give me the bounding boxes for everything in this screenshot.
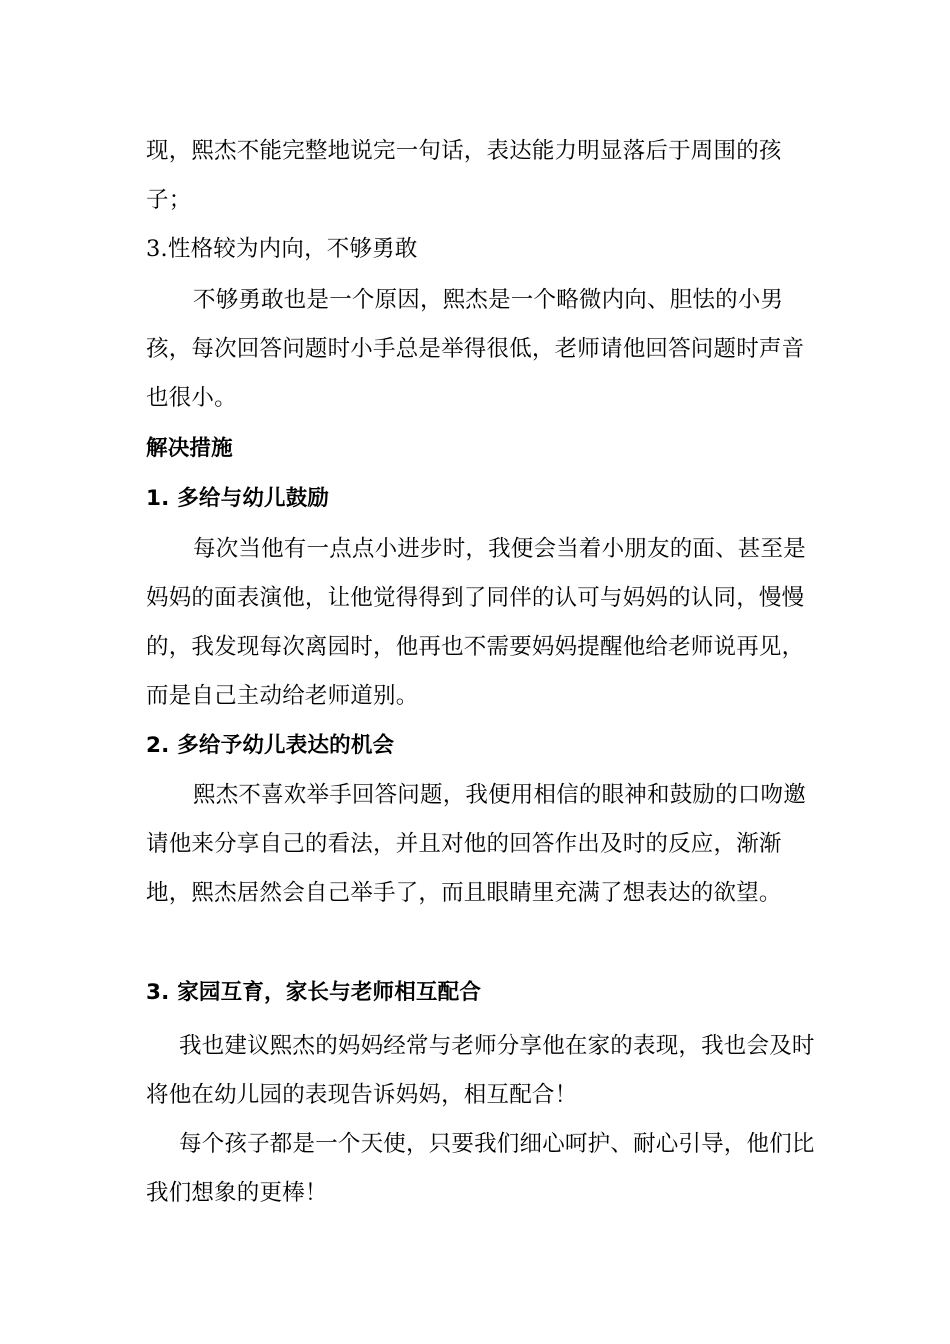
paragraph-intro-continued: 现，熙杰不能完整地说完一句话，表达能力明显落后于周围的孩子； <box>146 138 782 213</box>
solutions-heading: 解决措施 <box>146 436 233 461</box>
measure-2-title: 2. 多给予幼儿表达的机会 <box>146 733 395 758</box>
measure-2-body: 熙杰不喜欢举手回答问题，我便用相信的眼神和鼓励的口吻邀请他来分享自己的看法，并且对他的回答作出及时的反应，渐渐地，熙杰居然会自己举手了，而且眼睛里充满了想表达的欲望。 <box>146 782 806 906</box>
measure-1-title: 1. 多给与幼儿鼓励 <box>146 486 330 511</box>
measure-3-body: 我也建议熙杰的妈妈经常与老师分享他在家的表现，我也会及时将他在幼儿园的表现告诉妈妈，相互配合！ <box>146 1033 815 1108</box>
closing-paragraph: 每个孩子都是一个天使，只要我们细心呵护、耐心引导，他们比我们想象的更棒！ <box>146 1131 815 1206</box>
measure-3-title: 3. 家园互育，家长与老师相互配合 <box>146 980 482 1005</box>
measure-1-body: 每次当他有一点点小进步时，我便会当着小朋友的面、甚至是妈妈的面表演他，让他觉得得到了同伴的认可与妈妈的认同，慢慢的，我发现每次离园时，他再也不需要妈妈提醒他给老师说再见，而是自己主动给老师道别。 <box>146 536 806 709</box>
reason-3-body: 不够勇敢也是一个原因，熙杰是一个略微内向、胆怯的小男孩，每次回答问题时小手总是举得很低，老师请他回答问题时声音也很小。 <box>146 287 805 411</box>
reason-3-title: 3.性格较为内向，不够勇敢 <box>146 236 418 262</box>
